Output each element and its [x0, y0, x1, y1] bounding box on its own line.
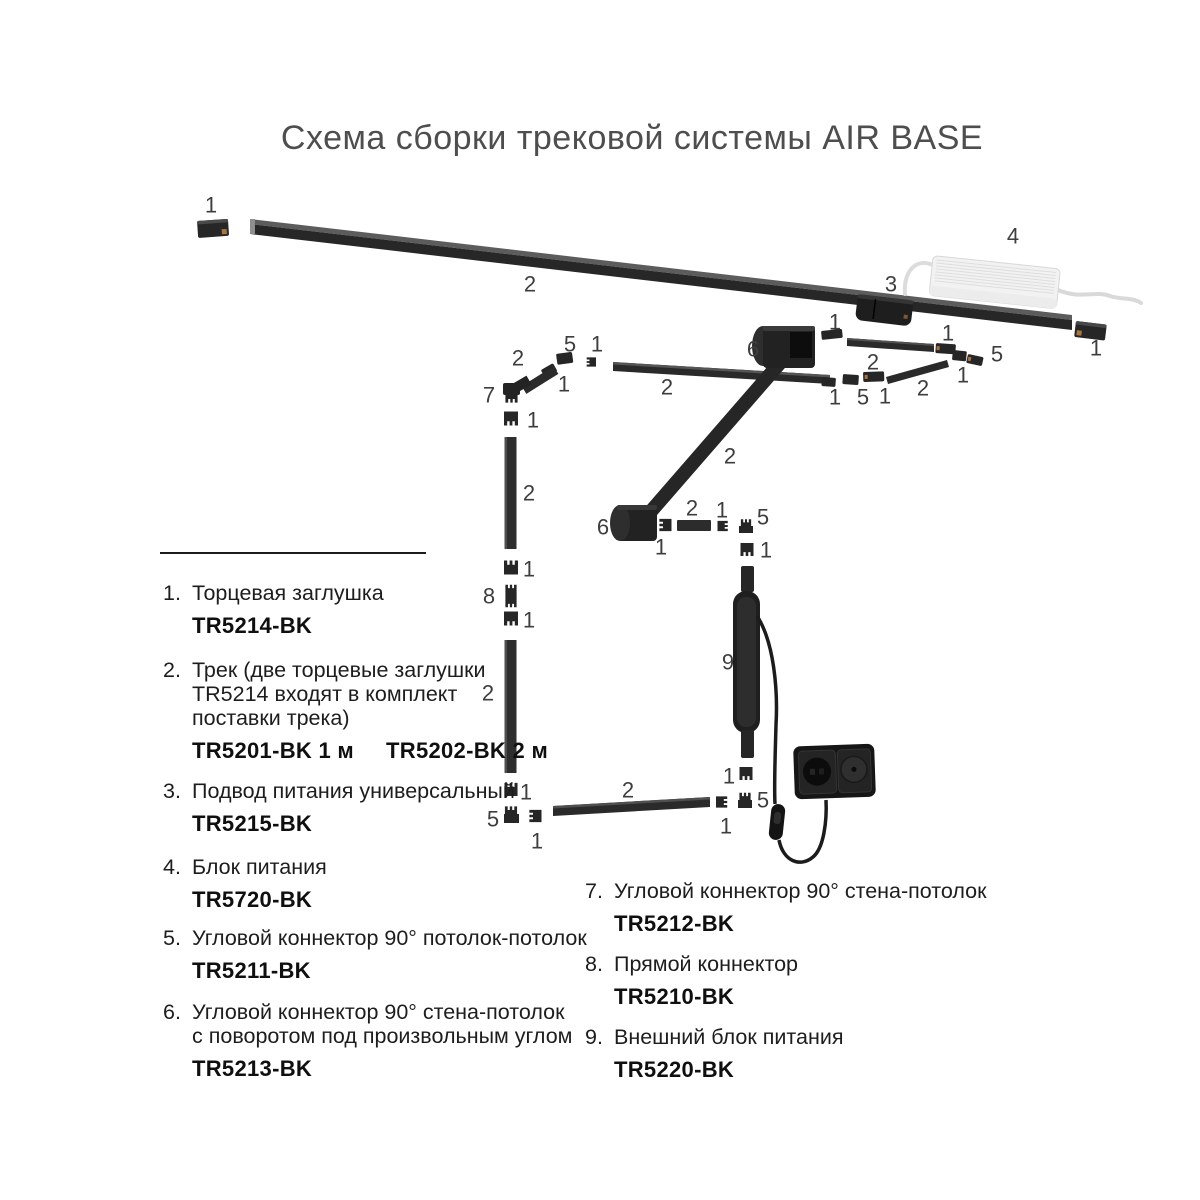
end-cap: [659, 519, 671, 531]
corner-connector: [952, 350, 967, 361]
part-number-label: 5: [563, 331, 577, 357]
part-number-label: 2: [916, 375, 930, 401]
part-number-label: 1: [722, 763, 736, 789]
end-cap: [740, 767, 753, 780]
track-short-upper-a: [847, 338, 934, 352]
legend-item: [585, 952, 1015, 1009]
legend-item-codes: TR5720-BK: [192, 887, 313, 912]
legend-item: [163, 1000, 593, 1081]
part-number-label: 7: [482, 382, 496, 408]
cord-switch: [768, 803, 786, 840]
part-number-label: 1: [719, 813, 733, 839]
corner-connector: [842, 374, 859, 385]
part-number-label: 1: [878, 383, 892, 409]
part-number-label: 5: [756, 504, 770, 530]
part-number-label: 1: [590, 331, 604, 357]
part-number-label: 5: [756, 787, 770, 813]
legend-item-number: 9.: [585, 1025, 603, 1049]
end-cap: [587, 357, 596, 366]
part-number-label: 1: [654, 534, 668, 560]
part-number-label: 6: [596, 514, 610, 540]
legend-item-codes: TR5213-BK: [192, 1056, 313, 1081]
end-cap: [504, 561, 518, 575]
legend-item-number: 7.: [585, 879, 603, 903]
legend-item-codes: TR5220-BK: [614, 1057, 735, 1082]
legend-item-codes: TR5214-BK: [192, 613, 313, 638]
part-number-label: 2: [660, 374, 674, 400]
legend-item-number: 1.: [163, 581, 181, 605]
legend-item-number: 6.: [163, 1000, 181, 1024]
part-number-label: 2: [621, 777, 635, 803]
end-cap: [741, 543, 754, 556]
part-number-label: 2: [481, 680, 495, 706]
legend-item: [585, 879, 1015, 936]
part-number-label: 6: [746, 336, 760, 362]
legend-item-number: 2.: [163, 658, 181, 682]
legend-item-text: Прямой коннектор: [614, 952, 799, 976]
legend-item-text: Блок питания: [192, 855, 327, 879]
end-cap: [504, 412, 518, 426]
part-number-label: 1: [828, 384, 842, 410]
legend-item-text: Трек (две торцевые заглушки TR5214 входят в комплект поставки трека): [192, 658, 486, 730]
external-psu: [733, 566, 760, 758]
legend-item: [585, 1025, 1015, 1082]
part-number-label: 1: [519, 779, 533, 805]
legend-item: [163, 658, 593, 763]
part-number-label: 1: [530, 828, 544, 854]
corner-connector: [738, 793, 752, 808]
rotating-connector-bottom: [610, 505, 657, 541]
legend-item: [163, 855, 593, 912]
part-number-label: 8: [482, 583, 496, 609]
part-number-label: 5: [990, 341, 1004, 367]
part-number-label: 1: [557, 371, 571, 397]
page-title: Схема сборки трековой системы AIR BASE: [280, 119, 984, 157]
track-wall-upper: [505, 437, 517, 549]
part-number-label: 1: [715, 497, 729, 523]
part-number-label: 2: [522, 480, 536, 506]
legend-item-text: Подвод питания универсальный: [192, 779, 515, 803]
part-number-label: 2: [685, 495, 699, 521]
part-number-label: 1: [956, 362, 970, 388]
part-number-label: 1: [828, 309, 842, 335]
part-number-label: 1: [759, 537, 773, 563]
legend-divider: [160, 552, 426, 554]
legend-item-number: 8.: [585, 952, 603, 976]
legend-item-number: 5.: [163, 926, 181, 950]
part-number-label: 4: [1006, 223, 1020, 249]
legend-item-text: Угловой коннектор 90° потолок-потолок: [192, 926, 587, 950]
part-number-label: 1: [1089, 335, 1103, 361]
part-number-label: 2: [523, 271, 537, 297]
part-number-label: 1: [526, 407, 540, 433]
end-cap: [716, 796, 727, 807]
rotating-connector-top: [752, 326, 815, 368]
part-number-label: 1: [522, 607, 536, 633]
legend-item: [163, 926, 593, 983]
legend-item-text: Угловой коннектор 90° стена-потолок с поворотом под произвольным углом: [192, 1000, 573, 1048]
wall-socket: [793, 744, 876, 800]
legend-item-text: Торцевая заглушка: [192, 581, 384, 605]
legend-item: [163, 779, 593, 836]
legend-item: [163, 581, 593, 638]
psu-cord-lower: [779, 800, 826, 862]
legend-item-text: Внешний блок питания: [614, 1025, 844, 1049]
part-number-label: 1: [204, 192, 218, 218]
psu-cable-right: [1058, 290, 1141, 303]
legend-item-codes: TR5215-BK: [192, 811, 313, 836]
part-number-label: 3: [884, 271, 898, 297]
part-number-label: 2: [511, 345, 525, 371]
legend-item-codes: TR5211-BK: [192, 958, 311, 983]
legend-item-number: 4.: [163, 855, 181, 879]
legend-item-number: 3.: [163, 779, 181, 803]
corner-connector: [739, 519, 753, 533]
legend-item-codes: TR5201-BK 1 м TR5202-BK 2 м: [192, 738, 549, 763]
part-number-label: 2: [723, 443, 737, 469]
end-cap-top-left: [197, 219, 229, 238]
part-number-label: 1: [941, 320, 955, 346]
part-number-label: 1: [522, 556, 536, 582]
part-number-label: 2: [866, 349, 880, 375]
part-number-label: 9: [721, 649, 735, 675]
part-number-label: 5: [486, 806, 500, 832]
legend-item-text: Угловой коннектор 90° стена-потолок: [614, 879, 987, 903]
legend-item-codes: TR5212-BK: [614, 911, 735, 936]
legend-item-codes: TR5210-BK: [614, 984, 735, 1009]
part-number-label: 5: [856, 384, 870, 410]
track-short-middle: [677, 520, 711, 531]
